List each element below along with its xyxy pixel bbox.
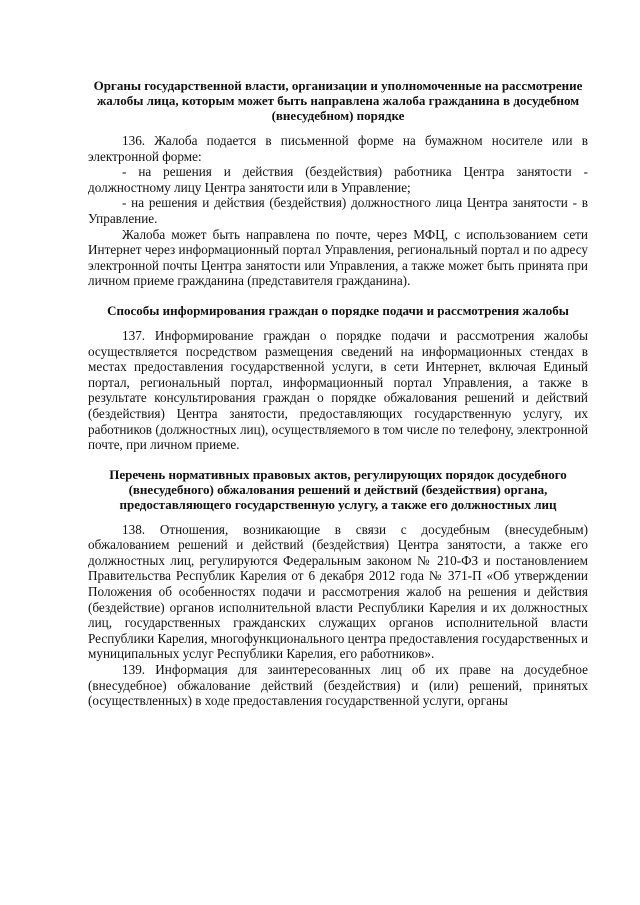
section-heading-legal-acts: Перечень нормативных правовых актов, регулирующих порядок досудебного (внесудебного) обжалования решений и действий (бездействия) органа, предоставляющего государственную услугу, а также его должностных лиц [109,466,567,512]
paragraph-137: 137. Информирование граждан о порядке подачи и рассмотрения жалобы осуществляется посредством размещения сведений на информационных стендах в местах предоставления государственной услуги, в сети Интернет, включая Единый портал, региональный портал, информационный портал Управления, а также в результате консультирования граждан о порядке обжалования решений и действий (бездействия) Центра занятости, предоставляющих государственную услугу, их работников (должностных лиц), осуществляемого в том числе по телефону, электронной почте, при личном приеме. [88,327,588,453]
paragraph-138: 138. Отношения, возникающие в связи с досудебным (внесудебным) обжалованием решений и действий (бездействия) Центра занятости, а также его должностных лиц, регулируются Федеральным законом № 210-ФЗ и постановлением Правительства Республик Карелия от 6 декабря 2012 года № 371-П «Об утверждении Положения об особенностях подачи и рассмотрения жалоб на решения и действия (бездействие) органов исполнительной власти Республики Карелия и их должностных лиц, государственных гражданских служащих органов исполнительной власти Республики Карелия, многофункционального центра предоставления государственных и муниципальных услуг Республики Карелия, его работников». [88,521,588,662]
paragraph-submission-methods: Жалоба может быть направлена по почте, через МФЦ, с использованием сети Интернет через информационный портал Управления, региональный портал и по адресу электронной почты Центра занятости или Управления, а также может быть принята при личном приеме гражданина (представителя гражданина). [88,226,588,289]
paragraph-136: 136. Жалоба подается в письменной форме на бумажном носителе или в электронной форме: [88,133,588,164]
list-item-official-actions: - на решения и действия (бездействия) должностного лица Центра занятости - в Управление. [88,195,588,226]
paragraph-139: 139. Информация для заинтересованных лиц об их праве на досудебное (внесудебное) обжалование действий (бездействия) и (или) решений, принятых (осуществленных) в ходе предоставления государственной услуги, органы [88,662,588,709]
section-heading-complaint-recipients: Органы государственной власти, организации и уполномоченные на рассмотрение жалобы лица, которым может быть направлена жалоба гражданина в досудебном (внесудебном) порядке [93,78,583,123]
section-heading-informing-methods: Способы информирования граждан о порядке подачи и рассмотрения жалобы [107,302,569,318]
list-item-worker-actions: - на решения и действия (бездействия) работника Центра занятости - должностному лицу Центра занятости или в Управление; [88,164,588,195]
